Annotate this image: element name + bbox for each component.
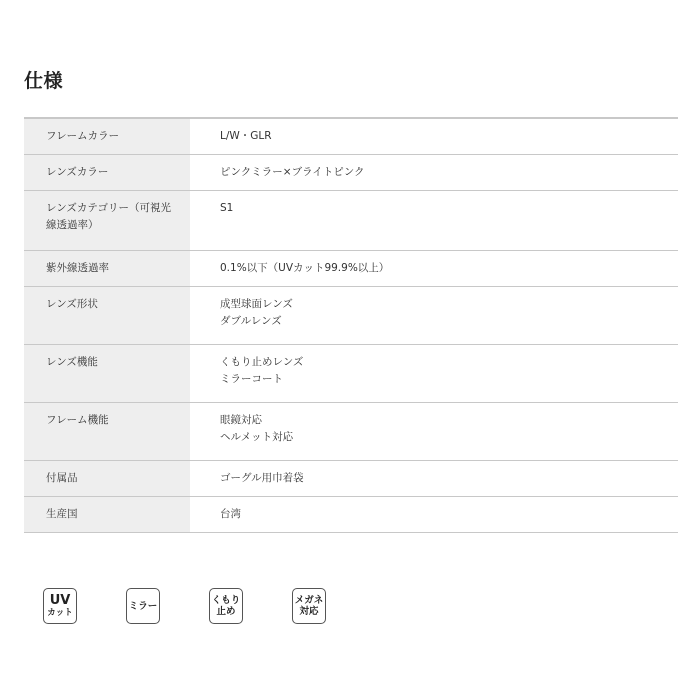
table-row bbox=[24, 251, 678, 287]
badge-text: ミラー bbox=[128, 600, 158, 612]
spec-label: レンズ機能 bbox=[24, 345, 190, 403]
spec-value-line: くもり止めレンズ bbox=[220, 356, 304, 368]
spec-value bbox=[190, 118, 678, 155]
spec-value bbox=[190, 287, 678, 345]
spec-value bbox=[190, 345, 678, 403]
spec-value bbox=[190, 497, 678, 533]
spec-value bbox=[190, 155, 678, 191]
badge-text: 止め bbox=[216, 606, 236, 617]
badge-text: くもり bbox=[211, 595, 241, 606]
table-row bbox=[24, 155, 678, 191]
mirror-icon bbox=[126, 588, 160, 624]
spec-value-line: 眼鏡対応 bbox=[220, 414, 262, 426]
feature-badges bbox=[0, 588, 700, 628]
badge-text: UV bbox=[49, 593, 71, 608]
spec-label: 付属品 bbox=[24, 461, 190, 497]
spec-label: レンズ形状 bbox=[24, 287, 190, 345]
table-row bbox=[24, 191, 678, 251]
spec-value-line: ミラーコート bbox=[220, 373, 283, 385]
table-row bbox=[24, 118, 678, 155]
spec-value-line: 0.1%以下（UVカット99.9%以上） bbox=[220, 262, 390, 274]
table-row bbox=[24, 287, 678, 345]
spec-label: レンズカラー bbox=[24, 155, 190, 191]
spec-label: レンズカテゴリー（可視光線透過率） bbox=[24, 191, 190, 251]
spec-table bbox=[24, 117, 678, 533]
table-row bbox=[24, 497, 678, 533]
spec-value-line: S1 bbox=[220, 202, 234, 214]
badge-text: 対応 bbox=[299, 606, 319, 617]
table-row bbox=[24, 345, 678, 403]
spec-value-line: 成型球面レンズ bbox=[220, 298, 293, 310]
spec-value-line: ピンクミラー×ブライトピンク bbox=[220, 166, 365, 178]
spec-label: 生産国 bbox=[24, 497, 190, 533]
spec-value-line: 台湾 bbox=[220, 508, 241, 520]
spec-value bbox=[190, 191, 678, 251]
spec-label: フレームカラー bbox=[24, 118, 190, 155]
spec-label: 紫外線透過率 bbox=[24, 251, 190, 287]
badge-text: メガネ bbox=[294, 595, 324, 606]
spec-value-line: L/W・GLR bbox=[220, 130, 272, 142]
spec-value-line: ゴーグル用巾着袋 bbox=[220, 472, 304, 484]
uv-cut-icon bbox=[43, 588, 77, 624]
spec-label: フレーム機能 bbox=[24, 403, 190, 461]
spec-value bbox=[190, 461, 678, 497]
badge-text: カット bbox=[47, 608, 73, 618]
table-row bbox=[24, 461, 678, 497]
page-title: 仕様 bbox=[24, 70, 64, 92]
table-row bbox=[24, 403, 678, 461]
spec-value-line: ダブルレンズ bbox=[220, 315, 282, 327]
spec-value bbox=[190, 403, 678, 461]
spec-value-line: ヘルメット対応 bbox=[220, 431, 294, 443]
anti-fog-icon bbox=[209, 588, 243, 624]
spec-value bbox=[190, 251, 678, 287]
glasses-compatible-icon bbox=[292, 588, 326, 624]
